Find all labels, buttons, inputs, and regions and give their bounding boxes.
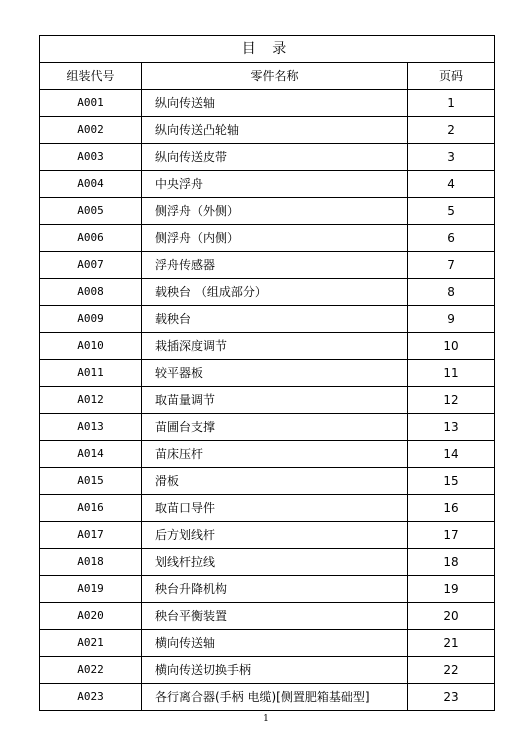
row-part-name: 苗床压杆 [142, 441, 408, 468]
row-page: 21 [408, 630, 495, 657]
header-name: 零件名称 [142, 63, 408, 90]
row-part-name: 苗圃台支撑 [142, 414, 408, 441]
row-part-name: 横向传送轴 [142, 630, 408, 657]
row-page: 13 [408, 414, 495, 441]
row-page: 8 [408, 279, 495, 306]
row-code: A005 [40, 198, 142, 225]
table-row [40, 441, 495, 468]
table-row [40, 171, 495, 198]
row-page: 3 [408, 144, 495, 171]
footer-page-number: 1 [263, 714, 269, 724]
header-page: 页码 [408, 63, 495, 90]
row-part-name: 中央浮舟 [142, 171, 408, 198]
table-row [40, 225, 495, 252]
table-row [40, 279, 495, 306]
row-page: 1 [408, 90, 495, 117]
table-row [40, 117, 495, 144]
table-of-contents [39, 35, 495, 711]
row-part-name: 秧台升降机构 [142, 576, 408, 603]
row-part-name: 取苗量调节 [142, 387, 408, 414]
row-page: 23 [408, 684, 495, 711]
row-page: 15 [408, 468, 495, 495]
row-page: 22 [408, 657, 495, 684]
row-code: A004 [40, 171, 142, 198]
table-row [40, 549, 495, 576]
row-code: A011 [40, 360, 142, 387]
row-part-name: 取苗口导件 [142, 495, 408, 522]
row-code: A023 [40, 684, 142, 711]
row-code: A015 [40, 468, 142, 495]
row-code: A019 [40, 576, 142, 603]
row-code: A002 [40, 117, 142, 144]
row-code: A018 [40, 549, 142, 576]
row-page: 6 [408, 225, 495, 252]
row-part-name: 横向传送切换手柄 [142, 657, 408, 684]
row-code: A022 [40, 657, 142, 684]
title-row [40, 36, 495, 63]
row-part-name: 后方划线杆 [142, 522, 408, 549]
table-row [40, 198, 495, 225]
row-page: 16 [408, 495, 495, 522]
row-part-name: 纵向传送轴 [142, 90, 408, 117]
table-row [40, 630, 495, 657]
row-code: A017 [40, 522, 142, 549]
row-page: 9 [408, 306, 495, 333]
row-code: A012 [40, 387, 142, 414]
row-page: 18 [408, 549, 495, 576]
row-part-name: 滑板 [142, 468, 408, 495]
row-part-name: 纵向传送皮带 [142, 144, 408, 171]
row-part-name: 各行离合器(手柄 电缆)[侧置肥箱基础型] [142, 684, 408, 711]
table-row [40, 387, 495, 414]
toc-body [40, 90, 495, 711]
row-page: 4 [408, 171, 495, 198]
row-page: 7 [408, 252, 495, 279]
row-code: A010 [40, 333, 142, 360]
table-row [40, 657, 495, 684]
table-row [40, 333, 495, 360]
row-code: A006 [40, 225, 142, 252]
row-page: 10 [408, 333, 495, 360]
row-part-name: 载秧台 （组成部分） [142, 279, 408, 306]
table-row [40, 144, 495, 171]
row-code: A003 [40, 144, 142, 171]
row-code: A014 [40, 441, 142, 468]
toc-title: 目 录 [40, 36, 495, 63]
row-page: 2 [408, 117, 495, 144]
row-page: 12 [408, 387, 495, 414]
row-code: A020 [40, 603, 142, 630]
table-row [40, 495, 495, 522]
row-page: 14 [408, 441, 495, 468]
row-code: A008 [40, 279, 142, 306]
row-part-name: 纵向传送凸轮轴 [142, 117, 408, 144]
table-row [40, 306, 495, 333]
table-row [40, 414, 495, 441]
table-row [40, 90, 495, 117]
row-code: A013 [40, 414, 142, 441]
row-part-name: 划线杆拉线 [142, 549, 408, 576]
header-row [40, 63, 495, 90]
row-part-name: 栽插深度调节 [142, 333, 408, 360]
row-part-name: 侧浮舟（内侧） [142, 225, 408, 252]
row-page: 11 [408, 360, 495, 387]
row-page: 17 [408, 522, 495, 549]
table-row [40, 468, 495, 495]
table-row [40, 360, 495, 387]
row-page: 20 [408, 603, 495, 630]
row-part-name: 较平器板 [142, 360, 408, 387]
row-page: 19 [408, 576, 495, 603]
table-row [40, 252, 495, 279]
row-part-name: 秧台平衡装置 [142, 603, 408, 630]
row-code: A009 [40, 306, 142, 333]
row-part-name: 载秧台 [142, 306, 408, 333]
row-code: A016 [40, 495, 142, 522]
table-row [40, 522, 495, 549]
table-row [40, 684, 495, 711]
row-code: A021 [40, 630, 142, 657]
row-page: 5 [408, 198, 495, 225]
table-row [40, 576, 495, 603]
row-code: A001 [40, 90, 142, 117]
row-part-name: 侧浮舟（外侧） [142, 198, 408, 225]
header-code: 组装代号 [40, 63, 142, 90]
row-code: A007 [40, 252, 142, 279]
row-part-name: 浮舟传感器 [142, 252, 408, 279]
table-row [40, 603, 495, 630]
